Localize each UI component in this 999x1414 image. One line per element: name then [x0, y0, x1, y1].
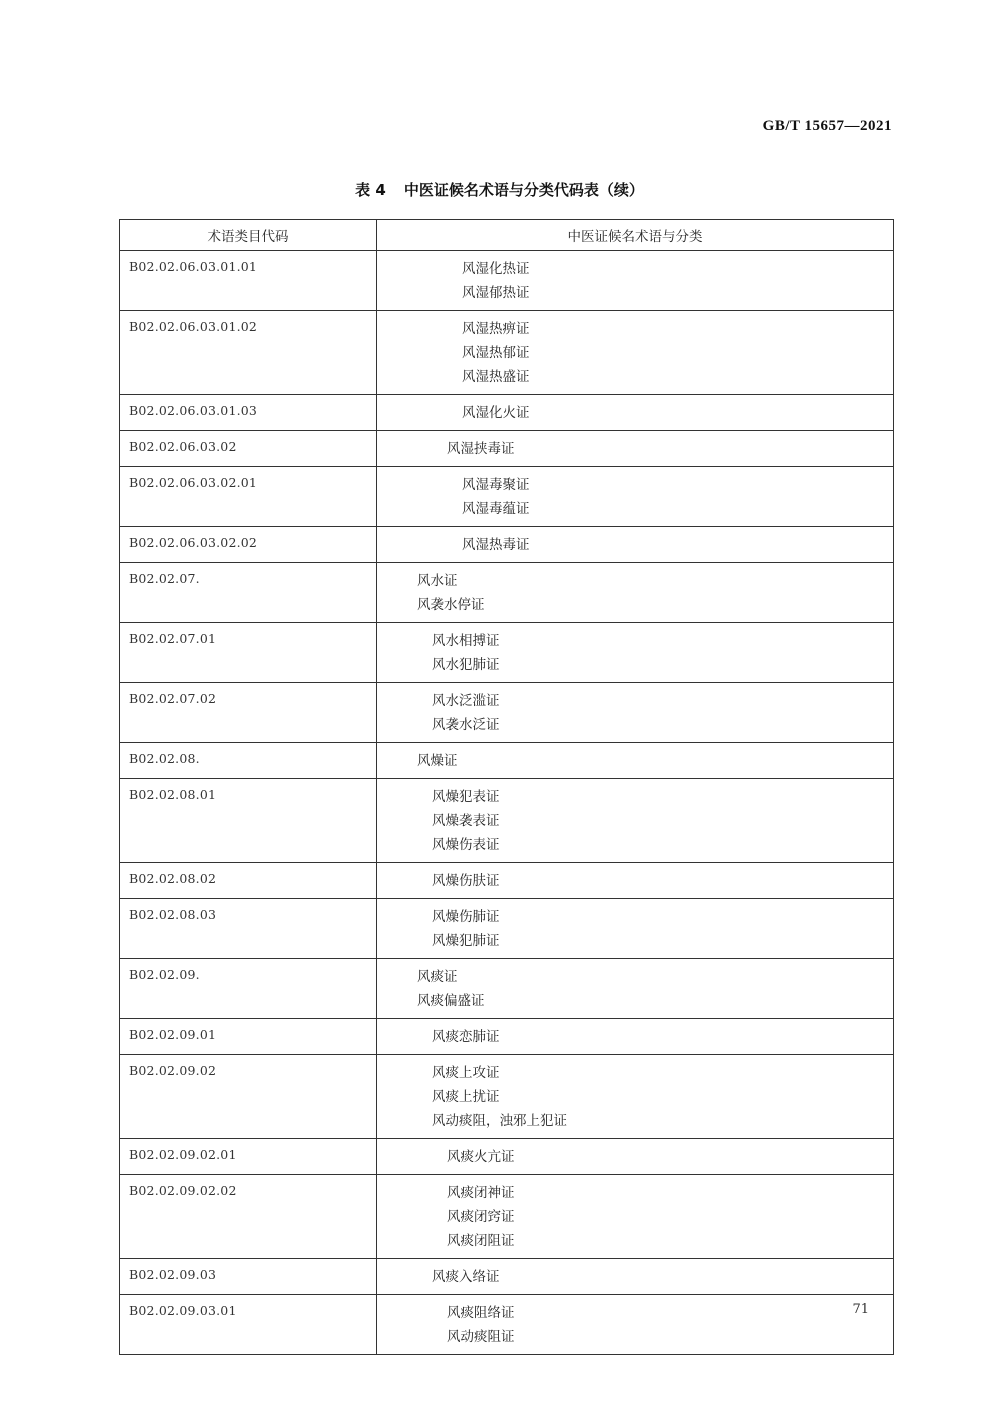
syndrome-term: 风痰闭阻证	[447, 1233, 515, 1249]
syndrome-term: 风燥犯肺证	[432, 933, 500, 949]
table-row	[120, 899, 894, 959]
term-cell	[377, 1259, 894, 1295]
category-code-cell	[120, 467, 377, 527]
syndrome-term: 风燥袭表证	[432, 813, 500, 829]
category-code: B02.02.08.01	[129, 787, 217, 802]
table-number: 表 4	[355, 181, 386, 199]
table-row	[120, 779, 894, 863]
table-row	[120, 311, 894, 395]
syndrome-term: 风燥证	[417, 753, 458, 769]
category-code: B02.02.09.02.02	[129, 1183, 237, 1198]
category-code-cell	[120, 1259, 377, 1295]
syndrome-term: 风水泛滥证	[432, 693, 500, 709]
column-header-terms: 中医证候名术语与分类	[377, 220, 894, 251]
syndrome-term: 风痰火亢证	[447, 1149, 515, 1165]
category-code: B02.02.08.03	[129, 907, 217, 922]
category-code-cell	[120, 395, 377, 431]
term-cell	[377, 743, 894, 779]
category-code: B02.02.08.02	[129, 871, 217, 886]
syndrome-term: 风痰入络证	[432, 1269, 500, 1285]
category-code-cell	[120, 1139, 377, 1175]
category-code-cell	[120, 959, 377, 1019]
syndrome-term: 风痰阻络证	[447, 1305, 515, 1321]
syndrome-term: 风湿化热证	[462, 261, 530, 277]
table-header-row	[120, 220, 894, 251]
category-code-cell	[120, 623, 377, 683]
category-code-cell	[120, 779, 377, 863]
term-cell	[377, 311, 894, 395]
syndrome-term: 风痰闭窍证	[447, 1209, 515, 1225]
table-row	[120, 527, 894, 563]
table-row	[120, 863, 894, 899]
syndrome-term: 风水证	[417, 573, 458, 589]
category-code-cell	[120, 1295, 377, 1355]
category-code-cell	[120, 431, 377, 467]
category-code: B02.02.06.03.01.01	[129, 259, 258, 274]
syndrome-term: 风痰恋肺证	[432, 1029, 500, 1045]
column-header-code: 术语类目代码	[120, 220, 377, 251]
category-code: B02.02.06.03.02.01	[129, 475, 258, 490]
table-row	[120, 563, 894, 623]
syndrome-term: 风燥犯表证	[432, 789, 500, 805]
table-row	[120, 959, 894, 1019]
category-code: B02.02.07.01	[129, 631, 217, 646]
syndrome-term: 风痰偏盛证	[417, 993, 485, 1009]
category-code: B02.02.07.02	[129, 691, 217, 706]
table-row	[120, 1259, 894, 1295]
syndrome-term: 风湿毒蕴证	[462, 501, 530, 517]
term-cell	[377, 623, 894, 683]
term-cell	[377, 1019, 894, 1055]
category-code: B02.02.09.02.01	[129, 1147, 237, 1162]
category-code-cell	[120, 563, 377, 623]
terminology-table	[119, 219, 894, 1355]
table-row	[120, 1019, 894, 1055]
syndrome-term: 风湿热盛证	[462, 369, 530, 385]
term-cell	[377, 527, 894, 563]
page-number: 71	[852, 1302, 869, 1317]
category-code-cell	[120, 743, 377, 779]
table-body	[120, 251, 894, 1355]
term-cell	[377, 1175, 894, 1259]
syndrome-term: 风动痰阻，浊邪上犯证	[432, 1113, 567, 1129]
table-title-text: 中医证候名术语与分类代码表（续）	[403, 181, 644, 199]
category-code: B02.02.06.03.01.03	[129, 403, 258, 418]
category-code-cell	[120, 251, 377, 311]
category-code: B02.02.09.	[129, 967, 200, 982]
category-code: B02.02.07.	[129, 571, 200, 586]
syndrome-term: 风袭水泛证	[432, 717, 500, 733]
category-code-cell	[120, 899, 377, 959]
syndrome-term: 风水犯肺证	[432, 657, 500, 673]
category-code-cell	[120, 1019, 377, 1055]
category-code: B02.02.06.03.02.02	[129, 535, 258, 550]
category-code: B02.02.06.03.01.02	[129, 319, 258, 334]
category-code: B02.02.06.03.02	[129, 439, 237, 454]
syndrome-term: 风湿热痹证	[462, 321, 530, 337]
syndrome-term: 风水相搏证	[432, 633, 500, 649]
syndrome-term: 风湿挟毒证	[447, 441, 515, 457]
table-title	[0, 179, 999, 200]
term-cell	[377, 431, 894, 467]
table-row	[120, 251, 894, 311]
category-code-cell	[120, 527, 377, 563]
term-cell	[377, 779, 894, 863]
syndrome-term: 风痰证	[417, 969, 458, 985]
term-cell	[377, 563, 894, 623]
category-code-cell	[120, 1175, 377, 1259]
category-code-cell	[120, 311, 377, 395]
syndrome-term: 风湿毒聚证	[462, 477, 530, 493]
term-cell	[377, 899, 894, 959]
term-cell	[377, 395, 894, 431]
category-code: B02.02.09.03.01	[129, 1303, 237, 1318]
table-row	[120, 395, 894, 431]
syndrome-term: 风燥伤肺证	[432, 909, 500, 925]
term-cell	[377, 1295, 894, 1355]
syndrome-term: 风痰上扰证	[432, 1089, 500, 1105]
category-code: B02.02.09.02	[129, 1063, 217, 1078]
category-code-cell	[120, 863, 377, 899]
category-code: B02.02.09.01	[129, 1027, 217, 1042]
table-row	[120, 1175, 894, 1259]
syndrome-term: 风湿化火证	[462, 405, 530, 421]
syndrome-term: 风痰上攻证	[432, 1065, 500, 1081]
category-code-cell	[120, 1055, 377, 1139]
term-cell	[377, 1055, 894, 1139]
table-row	[120, 743, 894, 779]
term-cell	[377, 251, 894, 311]
term-cell	[377, 1139, 894, 1175]
term-cell	[377, 863, 894, 899]
table-row	[120, 467, 894, 527]
table-row	[120, 623, 894, 683]
syndrome-term: 风动痰阻证	[447, 1329, 515, 1345]
term-cell	[377, 467, 894, 527]
category-code: B02.02.09.03	[129, 1267, 217, 1282]
syndrome-term: 风燥伤表证	[432, 837, 500, 853]
category-code: B02.02.08.	[129, 751, 200, 766]
table-row	[120, 683, 894, 743]
category-code-cell	[120, 683, 377, 743]
table-row	[120, 1055, 894, 1139]
syndrome-term: 风湿热毒证	[462, 537, 530, 553]
table-row	[120, 431, 894, 467]
syndrome-term: 风湿郁热证	[462, 285, 530, 301]
syndrome-term: 风燥伤肤证	[432, 873, 500, 889]
syndrome-term: 风袭水停证	[417, 597, 485, 613]
term-cell	[377, 959, 894, 1019]
syndrome-term: 风湿热郁证	[462, 345, 530, 361]
table-row	[120, 1139, 894, 1175]
syndrome-term: 风痰闭神证	[447, 1185, 515, 1201]
term-cell	[377, 683, 894, 743]
table-row	[120, 1295, 894, 1355]
standard-number: GB/T 15657—2021	[762, 118, 892, 134]
